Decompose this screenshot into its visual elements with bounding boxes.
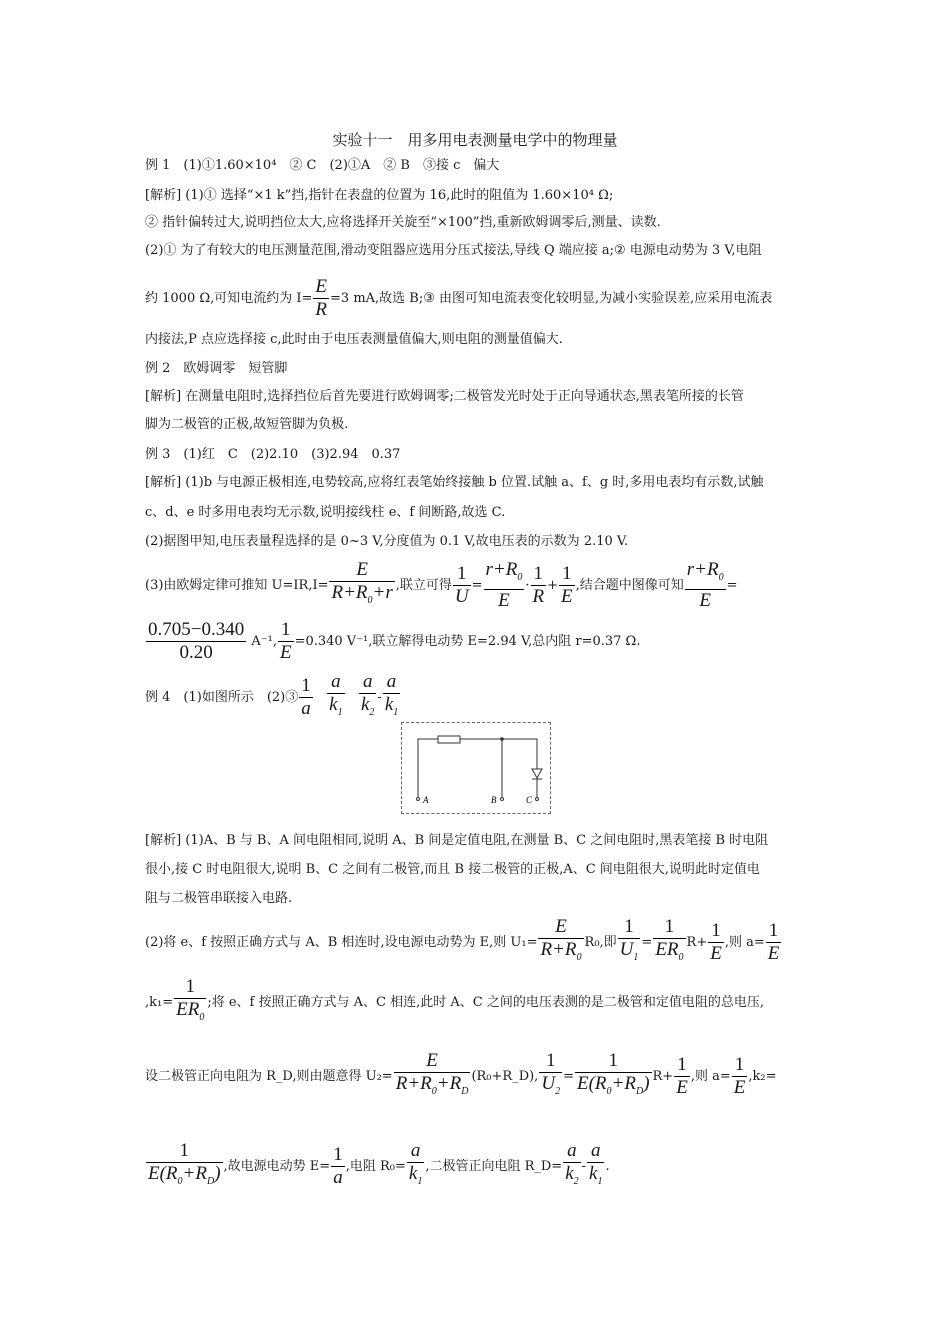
fraction-u2: $\frac{E}{R+R_0+R_D}$ <box>394 1050 471 1103</box>
example-3-analysis-line: (3)由欧姆定律可推知 U=IR,I= $\frac{E}{R+R_0+r}$ ,联立可得 $\frac{1}{U}$ = $\frac{r+R_0}{E}$ · $\frac{1}{R}$ + $\frac{1}{E}$ ,结合题中图像可知 $\frac{r+R_0}{E}$ = <box>145 559 738 611</box>
fraction-a-over-k1: $\frac{a}{k_1}$ <box>383 671 400 724</box>
example-3-analysis-line <box>145 619 640 664</box>
fraction-a-over-k2: $\frac{a}{k_2}$ <box>359 671 376 724</box>
example-3-answer: 例 3 (1)红 C (2)2.10 (3)2.94 0.37 <box>145 447 401 462</box>
fraction-1-over-e-r0-rd: $\frac{1}{E(R_0+R_D)}$ <box>146 1140 223 1193</box>
example-4-analysis-line: $\frac{1}{E(R_0+R_D)}$ ,故电源电动势 E= $\frac{1}{a}$ ,电阻 R₀= $\frac{a}{k_1}$ ,二极管正向电阻 R_D= $\frac{a}{k_2}$ - $\frac{a}{k_1}$ . <box>145 1140 610 1193</box>
text-segment: (3)由欧姆定律可推知 U=IR,I= <box>145 577 329 593</box>
example-2-analysis-line: 脚为二极管的正极,故短管脚为负极. <box>145 417 349 432</box>
fraction-a-over-k1: $\frac{a}{k_1}$ <box>407 1140 424 1193</box>
fraction-1-over-u1: $\frac{1}{U_1}$ <box>618 916 641 969</box>
text-segment: ,k₂= <box>748 1068 777 1084</box>
fraction-1-over-e: $\frac{1}{E}$ <box>767 919 780 964</box>
fraction-r-plus-r0-over-e: $\frac{r+R_0}{E}$ <box>686 559 724 611</box>
text-segment: 约 1000 Ω,可知电流约为 I= <box>145 291 313 306</box>
text-segment: ,结合题中图像可知 <box>575 577 684 593</box>
terminal-label-b: B <box>491 795 497 805</box>
fraction-1-over-a: $\frac{1}{a}$ <box>333 1143 343 1188</box>
text-segment: (R₀+R_D), <box>471 1068 539 1084</box>
fraction-a-over-k2: $\frac{a}{k_2}$ <box>563 1140 580 1193</box>
text-segment: 例 4 (1)如图所示 (2)③ <box>145 689 299 705</box>
text-segment: =0.340 V⁻¹,联立解得电动势 E=2.94 V,总内阻 r=0.37 Ω. <box>294 634 641 649</box>
example-4-answer: 例 4 (1)如图所示 (2)③ $\frac{1}{a}$ $\frac{a}{k_1}$ $\frac{a}{k_2}$ - $\frac{a}{k_1}$ <box>145 671 401 724</box>
example-2-analysis-line: [解析] 在测量电阻时,选择挡位后首先要进行欧姆调零;二极管发光时处于正向导通状态,黑表笔所接的长管 <box>145 389 744 404</box>
fraction-1-over-e: $\frac{1}{E}$ <box>676 1053 688 1098</box>
example-1-analysis-line: 内接法,P 点应选择接 c,此时由于电压表测量值偏大,则电阻的测量值偏大. <box>145 332 563 347</box>
text-segment: ,k₁= <box>145 994 174 1010</box>
example-4-analysis-line <box>145 976 764 1029</box>
text-segment: ;将 e、f 按照正确方式与 A、C 相连,此时 A、C 之间的电压表测的是二极管和定值电阻的总电压, <box>207 994 764 1010</box>
text-segment: ,二极管正向电阻 R_D= <box>425 1158 563 1174</box>
fraction-r-plus-r0-over-e: $\frac{r+R_0}{E}$ <box>485 559 523 611</box>
fraction-u1: $\frac{E}{R+R_0}$ <box>538 916 583 969</box>
example-4-analysis-line: 设二极管正向电阻为 R_D,则由题意得 U₂= $\frac{E}{R+R_0+R_D}$ (R₀+R_D), $\frac{1}{U_2}$ = $\frac{1}{E(R_0+R_D)}$ R+ $\frac{1}{E}$ ,则 a= $\frac{1}{E}$ ,k₂= <box>145 1050 776 1103</box>
text-segment: ,故电源电动势 E= <box>223 1158 331 1174</box>
fraction-a-over-k1: $\frac{a}{k_1}$ <box>327 671 344 724</box>
fraction-1-over-e: $\frac{1}{E}$ <box>710 919 722 964</box>
fraction-1-over-e: $\frac{1}{E}$ <box>561 562 573 607</box>
text-segment: R₀,即 <box>584 934 617 950</box>
fraction-1-over-u: $\frac{1}{U}$ <box>454 562 469 607</box>
text-segment: . <box>605 1158 610 1174</box>
text-segment: 设二极管正向电阻为 R_D,则由题意得 U₂= <box>145 1068 393 1084</box>
example-4-analysis-line: (2)将 e、f 按照正确方式与 A、B 相连时,设电源电动势为 E,则 U₁= $\frac{E}{R+R_0}$ R₀,即 $\frac{1}{U_1}$ = $\frac{1}{ER_0}$ R+ $\frac{1}{E}$ ,则 a= $\frac{1}{E}$ <box>145 916 782 969</box>
example-1-analysis-line: ② 指针偏转过大,说明挡位太大,应将选择开关旋至“×100”挡,重新欧姆调零后,测量、读数. <box>145 215 661 230</box>
example-1-analysis-line: [解析] (1)① 选择“×1 k”挡,指针在表盘的位置为 16,此时的阻值为 1.60×10⁴ Ω; <box>145 188 614 203</box>
text-segment: ,电阻 R₀= <box>345 1158 406 1174</box>
example-4-analysis-line: 阻与二极管串联接入电路. <box>145 891 293 906</box>
example-1-analysis-line <box>145 276 772 321</box>
text-segment: ,则 a= <box>724 934 765 950</box>
terminal-label-a: A <box>423 795 429 805</box>
circuit-figure <box>401 722 551 814</box>
example-3-analysis-line: (2)据图甲知,电压表量程选择的是 0~3 V,分度值为 0.1 V,故电压表的示数为 2.10 V. <box>145 534 629 549</box>
text-segment: ,则 a= <box>690 1068 731 1084</box>
example-3-analysis-line: c、d、e 时多用电表均无示数,说明接线柱 e、f 间断路,故选 C. <box>145 505 506 520</box>
text-segment: (2)将 e、f 按照正确方式与 A、B 相连时,设电源电动势为 E,则 U₁= <box>145 934 538 950</box>
fraction-1-over-u2: $\frac{1}{U_2}$ <box>539 1050 562 1103</box>
example-1-analysis-line: (2)① 为了有较大的电压测量范围,滑动变阻器应选用分压式接法,导线 Q 端应接 a;② 电源电动势为 3 V,电阻 <box>145 243 762 258</box>
fraction-a-over-k1: $\frac{a}{k_1}$ <box>587 1140 604 1193</box>
example-1-answer: 例 1 (1)①1.60×10⁴ ② C (2)①A ② B ③接 c 偏大 <box>145 158 500 173</box>
fraction-ohm-law: $\frac{E}{R+R_0+r}$ <box>329 559 394 612</box>
text-segment: A⁻¹, <box>251 634 277 649</box>
text-segment: R+ <box>652 1068 674 1084</box>
example-3-analysis-line: [解析] (1)b 与电源正极相连,电势较高,应将红表笔始终接触 b 位置.试触 a、f、g 时,多用电表均有示数,试触 <box>145 475 764 490</box>
text-segment: ,联立可得 <box>395 577 452 593</box>
circuit-diagram <box>402 723 550 813</box>
fraction-1-over-er0: $\frac{1}{ER_0}$ <box>653 916 685 969</box>
fraction-1-over-e: $\frac{1}{E}$ <box>279 619 292 663</box>
fraction-1-over-er0: $\frac{1}{ER_0}$ <box>174 976 206 1029</box>
fraction-1-over-e-r0-rd: $\frac{1}{E(R_0+R_D)}$ <box>575 1050 652 1103</box>
fraction-1-over-e: $\frac{1}{E}$ <box>733 1053 746 1098</box>
junction-dot <box>500 737 504 741</box>
fraction-e-over-r: $\frac{E}{R}$ <box>315 276 328 320</box>
text-segment: R+ <box>686 934 708 950</box>
page-title: 实验十一 用多用电表测量电学中的物理量 <box>332 131 618 149</box>
example-2-answer: 例 2 欧姆调零 短管脚 <box>145 361 288 376</box>
terminal-label-c: C <box>526 795 533 805</box>
text-segment: =3 mA,故选 B;③ 由图可知电流表变化较明显,为减小实验误差,应采用电流表 <box>330 291 773 306</box>
fraction-slope: $\frac{0.705-0.340}{0.20}$ <box>148 619 245 663</box>
fraction-1-over-r: $\frac{1}{R}$ <box>532 562 545 607</box>
fraction-1-over-a: $\frac{1}{a}$ <box>301 674 311 719</box>
example-4-analysis-line: [解析] (1)A、B 与 B、A 间电阻相同,说明 A、B 间是定值电阻,在测量 B、C 之间电阻时,黑表笔接 B 时电阻 <box>145 833 769 848</box>
example-4-analysis-line: 很小,接 C 时电阻很大,说明 B、C 之间有二极管,而且 B 接二极管的正极,A、C 间电阻很大,说明此时定值电 <box>145 862 760 877</box>
